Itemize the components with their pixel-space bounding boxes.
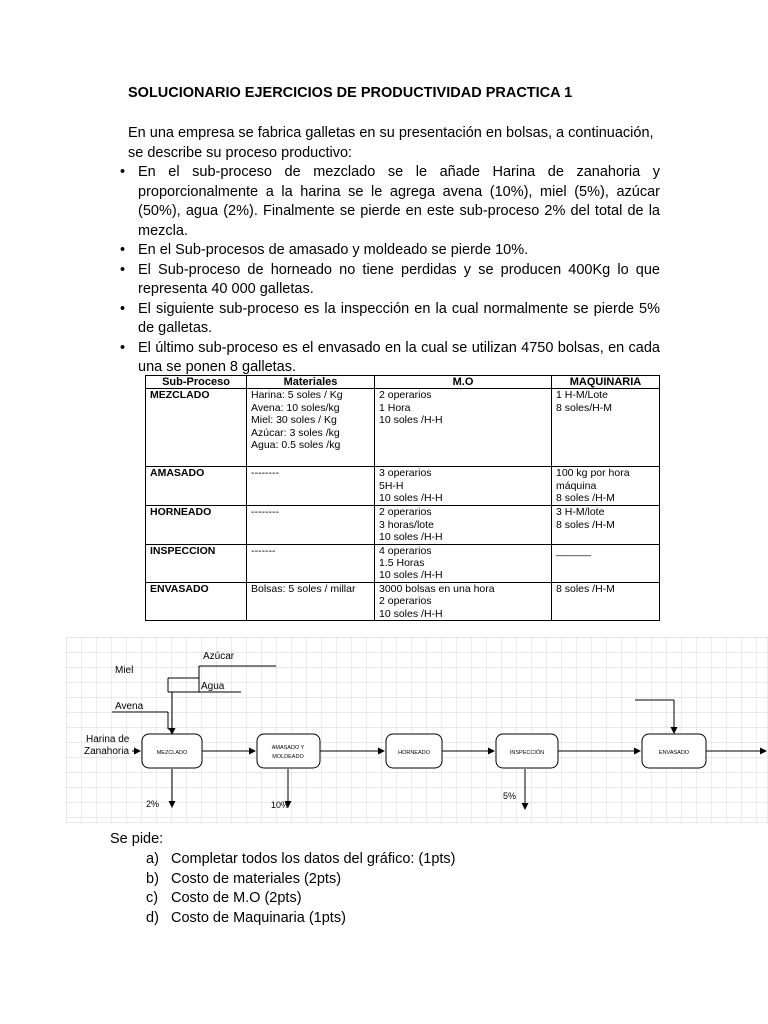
cell-line: ENVASADO (150, 582, 209, 595)
item-marker: d) (146, 909, 159, 926)
list-item: • En el sub-proceso de mezclado se le añade Harina de zanahoria y proporcionalmente a la harina se le agrega avena (10%), miel (5%), azúcar (50%), agua (2%). Finalmente se pierde en este sub-proceso 2% del total de la mezcla. (120, 163, 660, 241)
cell-materiales (247, 467, 375, 506)
cell-subproceso (146, 582, 247, 620)
cell-line: 10 soles /H-H (379, 569, 443, 582)
cell-line: ______ (556, 544, 592, 557)
table-row (146, 467, 660, 506)
cell-line: 8 soles/H-M (556, 401, 613, 414)
cell-subproceso (146, 544, 247, 582)
cell-line: Agua: 0.5 soles /kg (251, 439, 341, 452)
table-row (146, 506, 660, 544)
cell-materiales (247, 544, 375, 582)
cell-line: 4 operarios (379, 544, 432, 557)
cell-line: 10 soles /H-H (379, 607, 443, 620)
cell-mo (375, 467, 552, 506)
process-flow-diagram (66, 637, 768, 823)
cell-materiales (247, 389, 375, 467)
grid-background (66, 637, 768, 823)
header-subproceso: Sub-Proceso (146, 376, 247, 389)
cell-line: 8 soles /H-M (556, 492, 615, 505)
cell-line: 8 soles /H-M (556, 582, 615, 595)
process-description-list (120, 163, 660, 378)
cell-line: 2 operarios (379, 506, 432, 519)
box-label-amasado-line1: AMASADO Y (271, 745, 305, 751)
cell-line: 2 operarios (379, 389, 432, 402)
label-azucar: Azúcar (203, 651, 235, 662)
pide-list (146, 850, 456, 928)
cell-line: 3 H-M/lote (556, 506, 605, 519)
cell-mo (375, 582, 552, 620)
box-label-mezclado: MEZCLADO (156, 750, 188, 756)
label-avena: Avena (115, 701, 144, 712)
cell-line: -------- (251, 467, 279, 480)
cell-maquinaria (552, 582, 660, 620)
cell-line: ------- (251, 544, 276, 557)
table-row (146, 582, 660, 620)
box-label-inspeccion: INSPECCIÓN (509, 750, 545, 756)
cell-line: 8 soles /H-M (556, 518, 615, 531)
label-agua: Agua (201, 681, 225, 692)
cell-maquinaria (552, 389, 660, 467)
cell-line: -------- (251, 506, 279, 519)
table-row (146, 544, 660, 582)
cell-mo (375, 389, 552, 467)
cell-line: 1 Hora (379, 401, 411, 414)
cell-subproceso (146, 506, 247, 544)
label-miel: Miel (115, 665, 134, 676)
cell-line: 3 horas/lote (379, 518, 434, 531)
list-item: • El siguiente sub-proceso es la inspección en la cual normalmente se pierde 5% de galletas. (120, 300, 660, 339)
box-amasado (257, 734, 320, 768)
cell-line: Harina: 5 soles / Kg (251, 389, 343, 402)
list-item: • El Sub-proceso de horneado no tiene perdidas y se producen 400Kg lo que representa 40 000 galletas. (120, 261, 660, 300)
cell-line: 3000 bolsas en una hora (379, 582, 495, 595)
item-text: Completar todos los datos del gráfico: (1pts) (171, 851, 456, 867)
header-mo: M.O (375, 376, 552, 389)
list-item: • El último sub-proceso es el envasado en la cual se utilizan 4750 bolsas, en cada una se ponen 8 galletas. (120, 339, 660, 378)
list-item: • En el Sub-procesos de amasado y moldeado se pierde 10%. (120, 241, 660, 261)
box-label-envasado: ENVASADO (658, 750, 690, 756)
cell-mo (375, 544, 552, 582)
cell-line: Miel: 30 soles / Kg (251, 414, 337, 427)
table-row (146, 389, 660, 467)
cell-maquinaria (552, 544, 660, 582)
item-marker: b) (146, 870, 159, 887)
cell-line: 10 soles /H-H (379, 492, 443, 505)
item-text: Costo de M.O (2pts) (171, 890, 302, 906)
cell-line: 5H-H (379, 479, 404, 492)
cell-line: MEZCLADO (150, 389, 210, 402)
table-header-row (146, 376, 660, 389)
cell-line: INSPECCION (150, 544, 216, 557)
header-materiales: Materiales (247, 376, 375, 389)
list-item (146, 870, 456, 890)
loss-mezclado: 2% (146, 799, 160, 809)
cell-line: 1.5 Horas (379, 557, 425, 570)
cell-line: 3 operarios (379, 467, 432, 480)
cell-line: 1 H-M/Lote (556, 389, 608, 402)
item-marker: c) (146, 890, 159, 906)
cell-subproceso (146, 467, 247, 506)
cell-materiales (247, 582, 375, 620)
item-text: Costo de materiales (2pts) (171, 870, 342, 887)
item-marker: a) (146, 851, 159, 867)
item-text: Costo de Maquinaria (1pts) (171, 909, 346, 926)
box-label-horneado: HORNEADO (398, 750, 430, 756)
cell-line: 10 soles /H-H (379, 531, 443, 544)
cell-line: Bolsas: 5 soles / millar (251, 582, 356, 595)
box-label-amasado-line2: MOLDEADO (272, 754, 304, 760)
list-item (146, 909, 456, 929)
cost-table (145, 375, 660, 621)
cell-maquinaria (552, 467, 660, 506)
cell-line: 10 soles /H-H (379, 414, 443, 427)
cell-line: AMASADO (150, 467, 205, 480)
intro-paragraph: En una empresa se fabrica galletas en su presentación en bolsas, a continuación, se describe su proceso productivo: (128, 125, 654, 161)
cell-line: HORNEADO (150, 506, 212, 519)
header-maquinaria: MAQUINARIA (552, 376, 660, 389)
cell-line: máquina (556, 479, 597, 492)
cell-materiales (247, 506, 375, 544)
cell-line: 2 operarios (379, 595, 432, 608)
cell-mo (375, 506, 552, 544)
list-item (146, 850, 456, 870)
loss-inspeccion: 5% (503, 791, 517, 801)
label-harina-line2: Zanahoria (84, 746, 130, 757)
list-item (146, 889, 456, 909)
cell-subproceso (146, 389, 247, 467)
cell-line: Avena: 10 soles/kg (251, 401, 340, 414)
cell-line: Azúcar: 3 soles /kg (251, 426, 340, 439)
page-title: SOLUCIONARIO EJERCICIOS DE PRODUCTIVIDAD PRACTICA 1 (128, 85, 573, 101)
pide-heading: Se pide: (110, 831, 164, 847)
loss-amasado: 10% (271, 800, 290, 810)
cell-line: 100 kg por hora (556, 467, 630, 480)
label-harina-line1: Harina de (86, 734, 130, 745)
cell-maquinaria (552, 506, 660, 544)
